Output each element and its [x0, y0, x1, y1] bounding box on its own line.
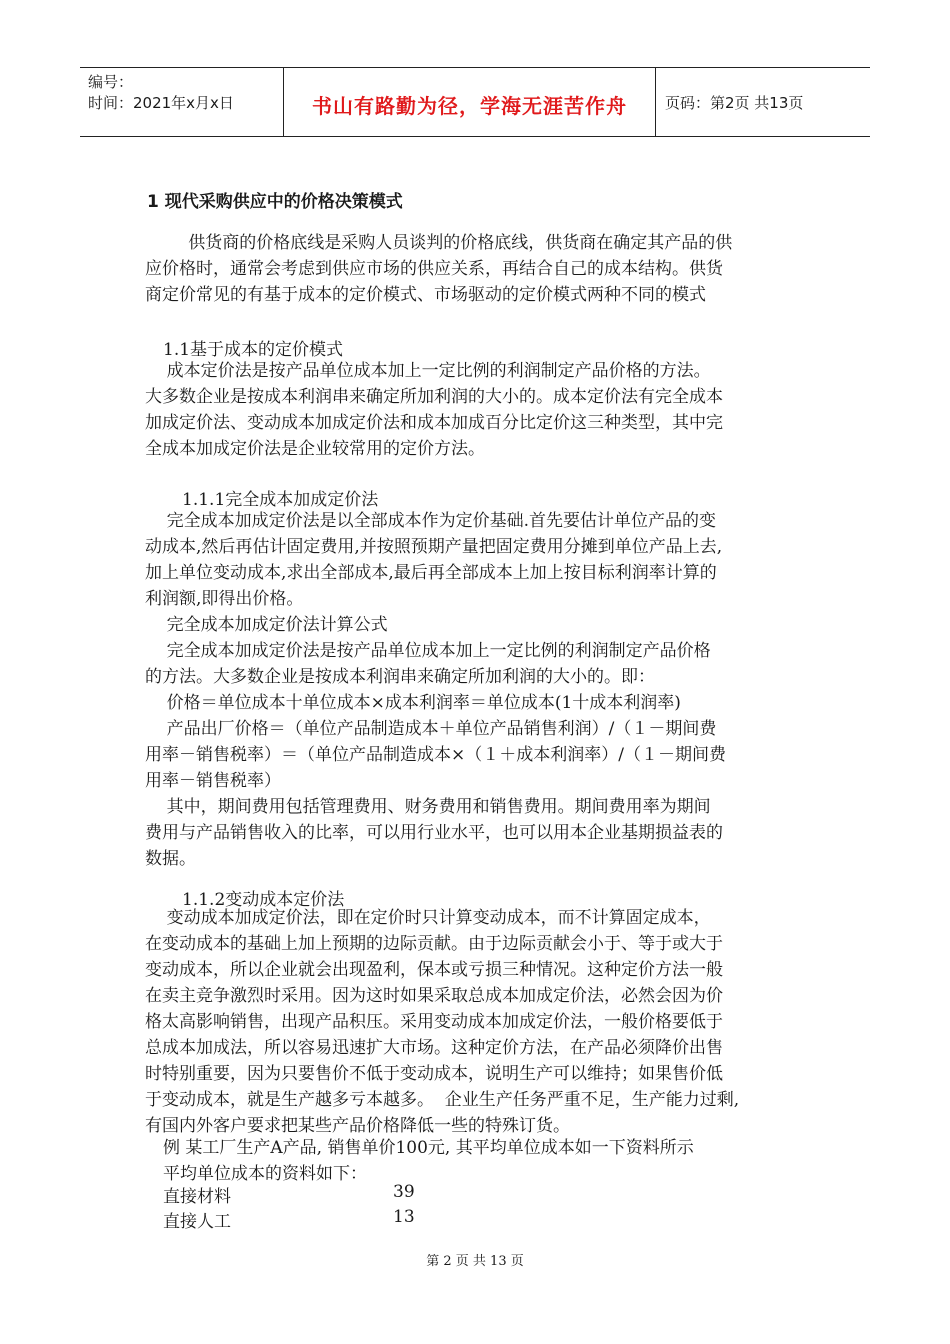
text-line: 动成本,然后再估计固定费用,并按照预期产量把固定费用分摊到单位产品上去,: [145, 537, 723, 557]
text-line: 加上单位变动成本,求出全部成本,最后再全部成本上加上按目标利润率计算的: [145, 563, 717, 583]
text-line: 其中，期间费用包括管理费用、财务费用和销售费用。期间费用率为期间: [145, 797, 711, 817]
formula-line: 产品出厂价格＝（单位产品制造成本＋单位产品销售利润）/（１－期间费: [145, 719, 717, 739]
subsection-title-1-1-1: 1.1.1完全成本加成定价法: [182, 490, 379, 510]
text-line: 在变动成本的基础上加上预期的边际贡献。由于边际贡献会小于、等于或大于: [145, 934, 723, 954]
text-line: 在卖主竞争激烈时采用。因为这时如果采取总成本加成定价法，必然会因为价: [145, 986, 723, 1006]
text-line: 格太高影响销售，出现产品积压。采用变动成本加成定价法，一般价格要低于: [145, 1012, 723, 1032]
subsection-title-1-1: 1.1基于成本的定价模式: [163, 340, 344, 360]
subsection-1-1-2-body: [145, 905, 810, 1139]
text-line: 完全成本加成定价法是按产品单位成本加上一定比例的利润制定产品价格: [145, 641, 711, 661]
text-line: 供货商的价格底线是采购人员谈判的价格底线，供货商在确定其产品的供: [145, 233, 733, 253]
text-line: 完全成本加成定价法是以全部成本作为定价基础.首先要估计单位产品的变: [145, 511, 717, 531]
subsection-title-1-1-2: 1.1.2变动成本定价法: [182, 890, 345, 910]
text-line: 有国内外客户要求把某些产品价格降低一些的特殊订货。: [145, 1116, 570, 1136]
example-statement: 例 某工厂生产A产品, 销售单价100元, 其平均单位成本如一下资料所示: [163, 1138, 694, 1158]
text-line: 商定价常见的有基于成本的定价模式、市场驱动的定价模式两种不同的模式: [145, 285, 706, 305]
formula-line: 价格＝单位成本十单位成本×成本利润率＝单位成本(1十成本利润率): [145, 693, 681, 713]
subsection-1-1-body: [145, 358, 810, 462]
cost-row-label: 直接人工: [163, 1212, 231, 1232]
text-line: 数据。: [145, 849, 196, 869]
text-line: 利润额,即得出价格。: [145, 589, 304, 609]
header-meta: [88, 72, 234, 114]
cost-row-label: 直接材料: [163, 1187, 231, 1207]
time-label: 时间：2021年x月x日: [88, 94, 234, 112]
header-page-info: 页码：第2页 共13页: [665, 94, 804, 112]
text-line: 应价格时，通常会考虑到供应市场的供应关系，再结合自己的成本结构。供货: [145, 259, 723, 279]
subsection-1-1-1-body: [145, 508, 810, 872]
header-motto: 书山有路勤为径，学海无涯苦作舟: [312, 94, 627, 118]
text-line: 总成本加成法，所以容易迅速扩大市场。这种定价方法，在产品必须降价出售: [145, 1038, 723, 1058]
text-line: 费用与产品销售收入的比率，可以用行业水平，也可以用本企业基期损益表的: [145, 823, 723, 843]
text-line: 时特别重要，因为只要售价不低于变动成本，说明生产可以维持；如果售价低: [145, 1064, 723, 1084]
text-line: 变动成本，所以企业就会出现盈利，保本或亏损三种情况。这种定价方法一般: [145, 960, 723, 980]
text-line: 大多数企业是按成本利润串来确定所加利润的大小的。成本定价法有完全成本: [145, 387, 723, 407]
header-divider: [655, 68, 656, 136]
intro-paragraph: [145, 230, 810, 308]
cost-row-value: 13: [393, 1207, 415, 1227]
number-label: 编号：: [88, 73, 134, 91]
formula-line: 用率－销售税率）＝（单位产品制造成本×（１＋成本利润率）/（１－期间费: [145, 745, 726, 765]
section-title: 1 现代采购供应中的价格决策模式: [147, 192, 403, 212]
text-line: 加成定价法、变动成本加成定价法和成本加成百分比定价这三种类型，其中完: [145, 413, 723, 433]
text-line: 全成本加成定价法是企业较常用的定价方法。: [145, 439, 485, 459]
example-subheading: 平均单位成本的资料如下：: [163, 1164, 367, 1184]
text-line: 的方法。大多数企业是按成本利润串来确定所加利润的大小的。即：: [145, 667, 655, 687]
text-line: 完全成本加成定价法计算公式: [145, 615, 388, 635]
cost-row-value: 39: [393, 1182, 415, 1202]
text-line: 成本定价法是按产品单位成本加上一定比例的利润制定产品价格的方法。: [145, 361, 711, 381]
text-line: 于变动成本，就是生产越多亏本越多。 企业生产任务严重不足，生产能力过剩,: [145, 1090, 740, 1110]
document-header: [80, 67, 870, 137]
text-line: 变动成本加成定价法，即在定价时只计算变动成本，而不计算固定成本，: [145, 908, 711, 928]
formula-line: 用率－销售税率）: [145, 771, 281, 791]
page-footer: 第 2 页 共 13 页: [426, 1254, 524, 1269]
